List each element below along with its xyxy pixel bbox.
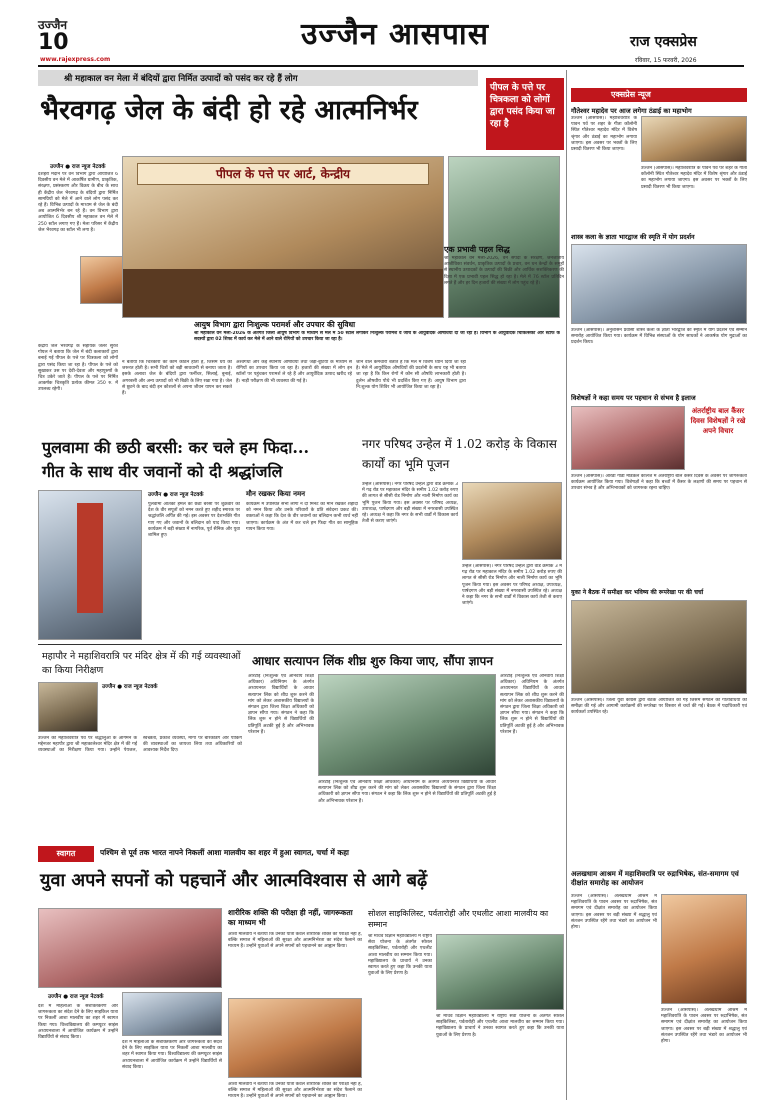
aadhaar-headline: आधार सत्यापन लिंक शीघ्र शुरु किया जाए, सौंपा ज्ञापन [252,654,494,668]
pulwama-body-1: पुलवामा आतंकी हमले की छठी बरसी पर शुक्रवार को देश के वीर सपूतों को नमन करते हुए शहीद स्मारक पर श्रद्धांजलि अर्पित की गई। इस अवसर पर देशभक्ति गीत गाए गए और जवानों के बलिदान को याद किया गया। कार्यक्रम में बड़ी संख्या में नागरिक, पूर्व सैनिक और युवा शामिल हुए। [148,502,240,539]
unhel-photo [462,482,562,560]
lead-body-3: ने बताया कि चित्रकारी का काम कठिन होता है, जिसमें धैर्य की जरूरत होती है। सभी चित्रों को बड़ी सावधानी से बनाया जाता है। इसके अलावा जेल के बंदियों द्वारा फर्नीचर, सिलाई, बुनाई, अगरबत्ती और अन्य उत्पादों को भी बिक्री के लिए रखा गया है। जेल से छूटने के बाद बंदी इन कौशलों से अपना जीवन यापन कर सकते हैं। [122,360,232,397]
s3-title: विशेषज्ञों ने कहा समय पर पहचान से संभव है इलाज [571,394,696,402]
banner-headline: युवा अपने सपनों को पहचानें और आत्मविश्वास से आगे बढ़ें [40,870,428,891]
siddha-box [444,244,564,420]
masthead [0,0,778,66]
aadhaar-photo [318,674,496,776]
aadhaar-body: आरटीई (निःशुल्क एवं अनिवार्य शिक्षा अधिकार) अधिनियम के अंतर्गत अध्ययनरत विद्यार्थियों के आधार सत्यापन लिंक को शीघ्र शुरू करने की मांग को लेकर अशासकीय विद्यालयों के संगठन द्वारा जिला शिक्षा अधिकारी को ज्ञापन सौंपा गया। संगठन ने कहा कि लिंक शुरू न होने से विद्यार्थियों की प्रतिपूर्ति अटकी हुई है और अभिभावक परेशान हैं। [248,674,314,735]
s3-side-text: अंतर्राष्ट्रीय बाल कैंसर दिवस विशेषज्ञों ने रखे अपने विचार [690,407,746,435]
asha-honor-text-2: श्री माधव विज्ञान महाविद्यालय में राष्ट्रीय सेवा योजना के अंतर्गत सोशल साइकिलिस्ट, पर्वतारोही और एथलीट आशा मालवीय का सम्मान किया गया। महाविद्यालय के प्राचार्य ने उनका स्वागत करते हुए कहा कि उनकी यात्रा युवाओं के लिए प्रेरणा है। [436,1014,564,1038]
s1-text-2: उज्जैन (आसपास)। महाशिवरात्रि के पावन पर्व पर शहर के गीता कॉलोनी स्थित गौतेश्वर महादेव मंदिर में विशेष श्रृंगार और ठंडाई का महाभोग लगाया जाएगा। इस अवसर पर भक्तों के लिए प्रसादी वितरण भी किया जाएगा। [641,166,747,190]
s2-title: शास्त्र कला के ज्ञाता भारद्वाज की स्मृति में योग प्रदर्शन [571,233,695,241]
siddha-text: श्री महाकाल वन मेला-2026, वन संपदा के संरक्षण, जनजातीय आजीविका संवर्धन, प्राकृतिक उत्पादों के प्रचार, वन धन केन्द्रों के समूहों से स्थानीय उत्पादकों के उत्पादों की बिक्री और आर्थिक सशक्तिकरण की दिशा में एक प्रभावी पहल सिद्ध हो रहा है। मेले में 76 स्टॉल प्रतिदिन लगते हैं और हर दिन हजारों की संख्या में लोग पहुंच रहे हैं। [444,256,564,286]
lead-body-5: जाने वाले कर्मचारी बताते हैं कि मेले में विशेष ध्यान दिया जा रहा है। मेले में आयुर्वेदिक औषधियों की प्रदर्शनी के साथ यह भी बताया जा रहा है कि किन रोगों में कौन सी औषधि लाभकारी होती है। दुर्लभ औषधीय पौधे भी प्रदर्शित किए गए हैं। आयुष विभाग द्वारा नि:शुल्क योग शिविर भी आयोजित किया जा रहा है। [356,360,466,390]
ayush-caption-text: श्री महाकाल वन मेला-2026 के अंतर्गत जिला आयुष विभाग के माध्यम से मेले में 50 स्टॉल लगाकर निःशुल्क परामर्श व जाँच के आयुर्वेदिक औषधियों दी जा रही हैं। विभाग के आयुर्वेदिक चिकित्सकों और स्टाफ के सदस्यों द्वारा 02 शिफ्ट में कार्य कर मेले में आने वाले रोगियों को उपचार किया जा रहा है। [194,331,560,343]
s2-text: उज्जैन (आसपास)। अनुशासन प्रवासी शास्त्र कला के ज्ञाता भारद्वाज की स्मृति में योग प्रदर्शन एवं सम्मान समारोह आयोजित किया गया। कार्यक्रम में विभिन्न संस्थाओं के योग साधकों ने आकर्षक योग मुद्राओं का प्रदर्शन किया। [571,328,747,346]
banner-tag [38,846,94,862]
aadhaar-body-3: आरटीई (निःशुल्क एवं अनिवार्य शिक्षा अधिकार) अधिनियम के अंतर्गत अध्ययनरत विद्यार्थियों के आधार सत्यापन लिंक को शीघ्र शुरू करने की मांग को लेकर अशासकीय विद्यालयों के संगठन द्वारा जिला शिक्षा अधिकारी को ज्ञापन सौंपा गया। संगठन ने कहा कि लिंक शुरू न होने से विद्यार्थियों की प्रतिपूर्ति अटकी हुई है और अभिभावक परेशान हैं। [500,674,564,735]
aadhaar-story [248,648,564,838]
s1-title: गौतेश्वर महादेव पर आज लगेगा ठंडाई का महाभोग [571,107,692,115]
asha-photo-1 [38,908,222,988]
lead-headline: भैरवगढ़ जेल के बंदी हो रहे आत्मनिर्भर [40,95,418,126]
unhel-story [362,420,562,640]
asha-story [38,906,564,1102]
asha-photo-4 [436,934,564,1010]
sidebar [566,70,746,1100]
asha-side-title: शारीरिक शक्ति की परीक्षा ही नहीं, जागरूकता का माध्यम भी [228,908,353,927]
s4-text: उज्जैन (आसपास)। जिला युवा कांग्रेस द्वारा बैठक आयोजित की गई जिसमें संगठन की गतिविधियों की समीक्षा की गई और आगामी कार्यक्रमों की रूपरेखा पर विस्तार से चर्चा की गई। बैठक में पदाधिकारी एवं कार्यकर्ता उपस्थित रहे। [571,698,747,716]
pulwama-headline-1: पुलवामा की छठी बरसी: कर चले हम फिदा... [42,438,310,457]
s2-photo [571,244,747,324]
lead-side-box [486,78,564,150]
asha-side-text-2: आशा मालवीय ने बताया कि उनकी यात्रा केवल शारीरिक शक्ति की परीक्षा नहीं है, बल्कि समाज में महिलाओं की सुरक्षा और आत्मनिर्भरता का संदेश फैलाने का माध्यम है। उन्होंने युवाओं से अपने सपनों को पहचानने का आह्वान किया। [228,1082,362,1100]
memorial-tower [77,503,103,613]
lead-body-2: केंद्रीय जेल भैरवगढ़ के सहायक जेलर सुरेश गोयल ने बताया कि जेल में बंदी कलाकारों द्वारा बनाई गई पीपल के पत्ते पर चित्रकला को लोगों द्वारा पसंद किया जा रहा है। पीपल के पत्ते को सुखाकर उस पर देवी-देवता और महापुरुषों के चित्र उकेरे जाते हैं। पीपल के पत्ते पर निर्मित आकर्षक चित्रकृति प्रत्येक कीमत 350 रु. में उपलब्ध रहेगी। [38,344,118,393]
unhel-body: उन्हेल (आसपास)। नगर परिषद उन्हेल द्वारा वार्ड क्रमांक 3 में गढ़ रोड पर महाकाल मंदिर के समीप 1.02 करोड़ रुपए की लागत से सीसी रोड निर्माण और नाली निर्माण कार्य का भूमि पूजन किया गया। इस अवसर पर परिषद अध्यक्ष, उपाध्यक्ष, पार्षदगण और बड़ी संख्या में नगरवासी उपस्थित रहे। अध्यक्ष ने कहा कि नगर के सभी वार्डों में विकास कार्य तेजी से कराए जाएंगे। [362,482,458,525]
section-title: उज्जैन आसपास [301,17,489,52]
asha-body: देश में महिलाओं के सशक्तिकरण और जागरूकता का संदेश देने के लिए साइकिल यात्रा पर निकलीं आशा मालवीय का शहर में स्वागत किया गया। विश्वविद्यालय की कम्प्यूटर साइंस अध्ययनशाला में आयोजित कार्यक्रम में उन्होंने विद्यार्थियों से संवाद किया। [38,1004,118,1041]
website: www.rajexpress.com [40,56,111,63]
banner-tag-text: स्वागत [56,849,76,858]
aadhaar-body-2: आरटीई (निःशुल्क एवं अनिवार्य शिक्षा अधिकार) अधिनियम के अंतर्गत अध्ययनरत विद्यार्थियों के आधार सत्यापन लिंक को शीघ्र शुरू करने की मांग को लेकर अशासकीय विद्यालयों के संगठन द्वारा जिला शिक्षा अधिकारी को ज्ञापन सौंपा गया। संगठन ने कहा कि लिंक शुरू न होने से विद्यार्थियों की प्रतिपूर्ति अटकी हुई है और अभिभावक परेशान हैं। [318,780,496,804]
pulwama-story [38,420,358,640]
s1-photo [641,116,747,162]
mid-rule-1 [38,644,562,645]
asha-photo-3 [228,998,362,1078]
banner [38,840,564,902]
masthead-city: उज्जैन [38,18,68,32]
s5-text: उज्जैन (आसपास)। अलखधाम आश्रम में महाशिवरात्रि के पावन अवसर पर रुद्राभिषेक, संत समागम एवं दीक्षांत समारोह का आयोजन किया जाएगा। इस अवसर पर बड़ी संख्या में श्रद्धालु एवं संतजन उपस्थित रहेंगे तथा भंडारे का आयोजन भी होगा। [571,894,657,931]
issue-date: रविवार, 15 फरवरी, 2026 [635,57,697,64]
pulwama-byline: उज्जैन ● राज न्यूज नेटवर्क [148,492,204,498]
pulwama-headline-2: गीत के साथ वीर जवानों को दी श्रद्धांजलि [42,462,283,481]
stall-banner [137,163,429,185]
unhel-body-2: उन्हेल (आसपास)। नगर परिषद उन्हेल द्वारा वार्ड क्रमांक 3 में गढ़ रोड पर महाकाल मंदिर के समीप 1.02 करोड़ रुपए की लागत से सीसी रोड निर्माण और नाली निर्माण कार्य का भूमि पूजन किया गया। इस अवसर पर परिषद अध्यक्ष, उपाध्यक्ष, पार्षदगण और बड़ी संख्या में नगरवासी उपस्थित रहे। अध्यक्ष ने कहा कि नगर के सभी वार्डों में विकास कार्य तेजी से कराए जाएंगे। [462,564,562,607]
mahapur-photo [38,682,98,732]
s3-side-box [689,406,747,470]
sidebar-header [571,88,747,102]
sidebar-header-text: एक्सप्रेस न्यूज [611,90,651,99]
asha-honor-text: श्री माधव विज्ञान महाविद्यालय में राष्ट्रीय सेवा योजना के अंतर्गत सोशल साइकिलिस्ट, पर्वतारोही और एथलीट आशा मालवीय का सम्मान किया गया। महाविद्यालय के प्राचार्य ने उनका स्वागत करते हुए कहा कि उनकी यात्रा युवाओं के लिए प्रेरणा है। [368,934,432,977]
s5-photo [661,894,747,1004]
s5-text-2: उज्जैन (आसपास)। अलखधाम आश्रम में महाशिवरात्रि के पावन अवसर पर रुद्राभिषेक, संत समागम एवं दीक्षांत समारोह का आयोजन किया जाएगा। इस अवसर पर बड़ी संख्या में श्रद्धालु एवं संतजन उपस्थित रहेंगे तथा भंडारे का आयोजन भी होगा। [661,1008,747,1045]
stall-table [123,269,444,318]
banner-kicker: पश्चिम से पूर्व तक भारत नापने निकलीं आशा मालवीय का शहर में हुआ स्वागत, चर्चा में कहा [100,848,349,857]
page-number: 10 [38,30,69,55]
memorial-photo [38,490,142,640]
siddha-title: एक प्रभावी पहल सिद्ध [444,245,510,254]
lead-kicker: श्री महाकाल वन मेला में बंदियों द्वारा निर्मित उत्पादों को पसंद कर रहे हैं लोग [64,74,298,84]
stall-banner-text: पीपल के पत्ते पर आर्ट, केन्द्रीय [215,167,351,181]
asha-side-text: आशा मालवीय ने बताया कि उनकी यात्रा केवल शारीरिक शक्ति की परीक्षा नहीं है, बल्कि समाज में महिलाओं की सुरक्षा और आत्मनिर्भरता का संदेश फैलाने का माध्यम है। उन्होंने युवाओं से अपने सपनों को पहचानने का आह्वान किया। [228,932,362,950]
lead-body-4: अश्वगंधा और कई स्थानीय औषधियाँ तथा जड़ी-बूटियों के माध्यम से रोगियों का उपचार किया जा रहा है। हजारों की संख्या में लोग इन स्टॉलों पर पहुंचकर परामर्श ले रहे हैं और आयुर्वेदिक उत्पाद खरीद रहे हैं। नाड़ी परीक्षण की भी व्यवस्था की गई है। [236,360,352,384]
s4-photo [571,600,747,694]
s3-photo [571,406,685,470]
pulwama-sub-title: मौन रखकर किया नमन [246,490,306,498]
lead-byline: उज्जैन ● राज न्यूज नेटवर्क [50,164,106,170]
mahapur-body: उज्जैन को महाशिवरात्रि पर्व पर श्रद्धालुओं के आगमन के मद्देनजर महापौर द्वारा श्री महाकालेश्वर मंदिर क्षेत्र में की गई व्यवस्थाओं का निरीक्षण किया गया। उन्होंने पेयजल, स्वच्छता, प्रकाश व्यवस्था, मार्गों पर बैरिकेडिंग और पार्किंग की व्यवस्थाओं का जायजा लिया तथा अधिकारियों को आवश्यक निर्देश दिए। [38,736,242,754]
masthead-rule [38,65,744,67]
unhel-headline: नगर परिषद उन्हेल में 1.02 करोड़ के विकास कार्यों का भूमि पूजन [362,437,557,471]
s3-text: उज्जैन (आसपास)। आरडी गार्डी मेडिकल कॉलेज में अंतर्राष्ट्रीय बाल कैंसर दिवस के अवसर पर जागरूकता कार्यक्रम आयोजित किया गया। विशेषज्ञों ने कहा कि बच्चों में कैंसर के लक्षणों की समय पर पहचान से उपचार संभव है और अभिभावकों को जागरूक रहना चाहिए। [571,474,747,492]
lead-body-1: दशहरा मैदान पर वन विभाग द्वारा आयोजित 6 दिवसीय वन मेले में आकर्षित ग्रामीण, प्राकृतिक, संरक्षण, प्रसंस्करण और विक्रय के बीच के साथ ही केंद्रीय जेल भैरवगढ़ के बंदियों द्वारा निर्मित सामग्रियों को मेले में आने वाले लोग पसंद कर रहे हैं। विभिन्न उत्पादों के माध्यम से जेल के बंदी अब आत्मनिर्भर बन रहे हैं। वन विभाग द्वारा आयोजित 6 दिवसीय श्री महाकाल वन मेले में 250 स्टॉल लगाए गए हैं। मेला परिसर में केंद्रीय जेल भैरवगढ़ का स्टॉल भी लगा है। [38,172,118,233]
asha-honor-title: सोशल साइकिलिस्ट, पर्वतारोही और एथलीट आशा मालवीय का सम्मान [368,909,549,929]
brand-name: राज एक्सप्रेस [630,34,697,50]
ayush-caption-title: आयुष विभाग द्वारा निःशुल्क परामर्श और उपचार की सुविधा [194,320,356,329]
asha-body-2: देश में महिलाओं के सशक्तिकरण और जागरूकता का संदेश देने के लिए साइकिल यात्रा पर निकलीं आशा मालवीय का शहर में स्वागत किया गया। विश्वविद्यालय की कम्प्यूटर साइंस अध्ययनशाला में आयोजित कार्यक्रम में उन्होंने विद्यार्थियों से संवाद किया। [122,1040,222,1070]
asha-photo-2 [122,992,222,1036]
lead-side-box-text: पीपल के पत्ते पर चित्रकला को लोगों द्वारा पसंद किया जा रहा है [490,83,555,129]
s1-text: उज्जैन (आसपास)। महाशिवरात्रि के पावन पर्व पर शहर के गीता कॉलोनी स्थित गौतेश्वर महादेव मंदिर में विशेष श्रृंगार और ठंडाई का महाभोग लगाया जाएगा। इस अवसर पर भक्तों के लिए प्रसादी वितरण भी किया जाएगा। [571,116,637,153]
mahapur-byline: उज्जैन ● राज न्यूज नेटवर्क [102,684,158,690]
pulwama-body-2: कार्यक्रम में उपस्थित सभी लोगों ने दो मिनट का मौन रखकर शहीदों को नमन किया और उनके परिवारों के प्रति संवेदना प्रकट की। वक्ताओं ने कहा कि देश के वीर जवानों का बलिदान कभी व्यर्थ नहीं जाएगा। कार्यक्रम के अंत में कर चले हम फिदा गीत का सामूहिक गायन किया गया। [246,502,358,532]
mahapur-story [38,648,242,838]
mahapur-headline: महापौर ने महाशिवरात्रि पर मंदिर क्षेत्र में की गई व्यवस्थाओं का किया निरीक्षण [42,651,241,676]
asha-byline: उज्जैन ● राज न्यूज नेटवर्क [48,994,104,1000]
s5-title: अलखधाम आश्रम में महाशिवरात्रि पर रुद्राभिषेक, संत-समागम एवं दीक्षांत समारोह का आयोजन [571,870,739,887]
s4-title: युका ने बैठक में समीक्षा कर भविष्य की रूपरेखा पर की चर्चा [571,589,704,596]
jail-stall-photo [122,156,444,318]
